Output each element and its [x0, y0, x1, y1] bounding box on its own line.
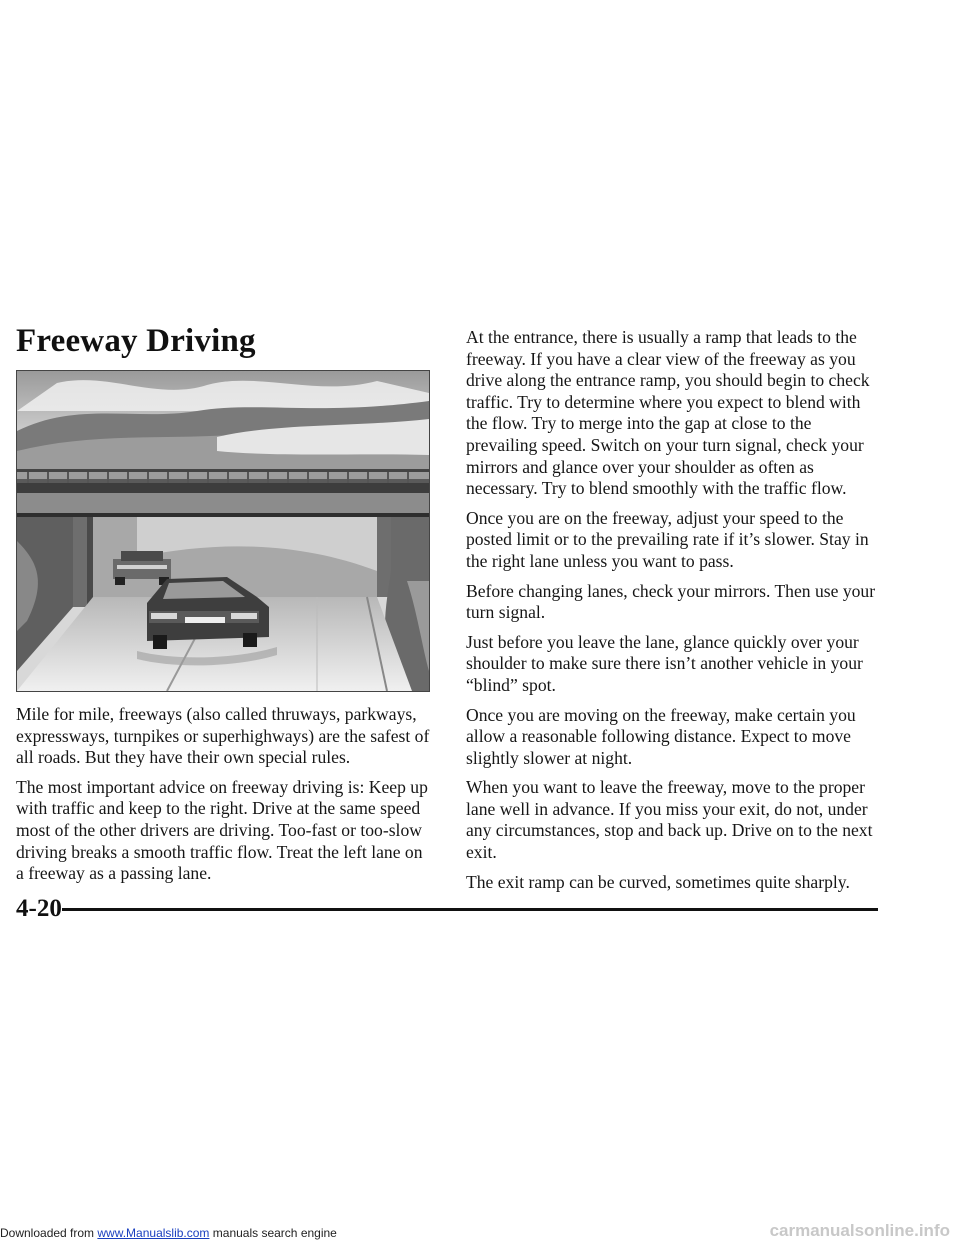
download-banner — [0, 1226, 337, 1240]
page-number: 4-20 — [16, 895, 62, 922]
left-column — [16, 704, 434, 893]
paragraph: Before changing lanes, check your mirrors. Then use your turn signal. — [466, 580, 876, 623]
banner-suffix: manuals search engine — [209, 1226, 337, 1240]
manualslib-link[interactable]: www.Manualslib.com — [97, 1226, 210, 1240]
freeway-illustration — [16, 370, 430, 692]
paragraph: The most important advice on freeway driving is: Keep up with traffic and keep to the right. Drive at the same speed most of the other drivers are driving. Too-fast or too-slow driving breaks a smooth traffic flow. Treat the left lane on a freeway as a passing lane. — [16, 776, 428, 884]
right-column — [466, 327, 886, 901]
paragraph: The exit ramp can be curved, sometimes quite sharply. — [466, 871, 850, 892]
paragraph: Once you are moving on the freeway, make certain you allow a reasonable following distance. Expect to move slightly slower at night. — [466, 704, 856, 768]
paragraph: Just before you leave the lane, glance quickly over your shoulder to make sure there isn’t another vehicle in your “blind” spot. — [466, 631, 863, 695]
paragraph: At the entrance, there is usually a ramp that leads to the freeway. If you have a clear view of the freeway as you drive along the entrance ramp, you should begin to check traffic. Try to determine where you expect to blend with the flow. Try to merge into the gap at close to the prevailing speed. Switch on your turn signal, check your mirrors and glance over your shoulder as often as necessary. Try to blend smoothly with the traffic flow. — [466, 327, 870, 499]
watermark-logo: carmanualsonline.info — [769, 1221, 950, 1240]
paragraph: Mile for mile, freeways (also called thruways, parkways, expressways, turnpikes or superhighways) are the safest of all roads. But they have their own special rules. — [16, 704, 430, 768]
freeway-illustration-drawing — [17, 371, 429, 691]
footer-divider — [62, 908, 878, 911]
banner-prefix: Downloaded from — [0, 1226, 98, 1240]
paragraph: Once you are on the freeway, adjust your speed to the posted limit or to the prevailing rate if it’s slower. Stay in the right lane unless you want to pass. — [466, 507, 869, 571]
paragraph: When you want to leave the freeway, move to the proper lane well in advance. If you miss your exit, do not, under any circumstances, stop and back up. Drive on to the next exit. — [466, 777, 873, 863]
page-title: Freeway Driving — [16, 323, 256, 359]
